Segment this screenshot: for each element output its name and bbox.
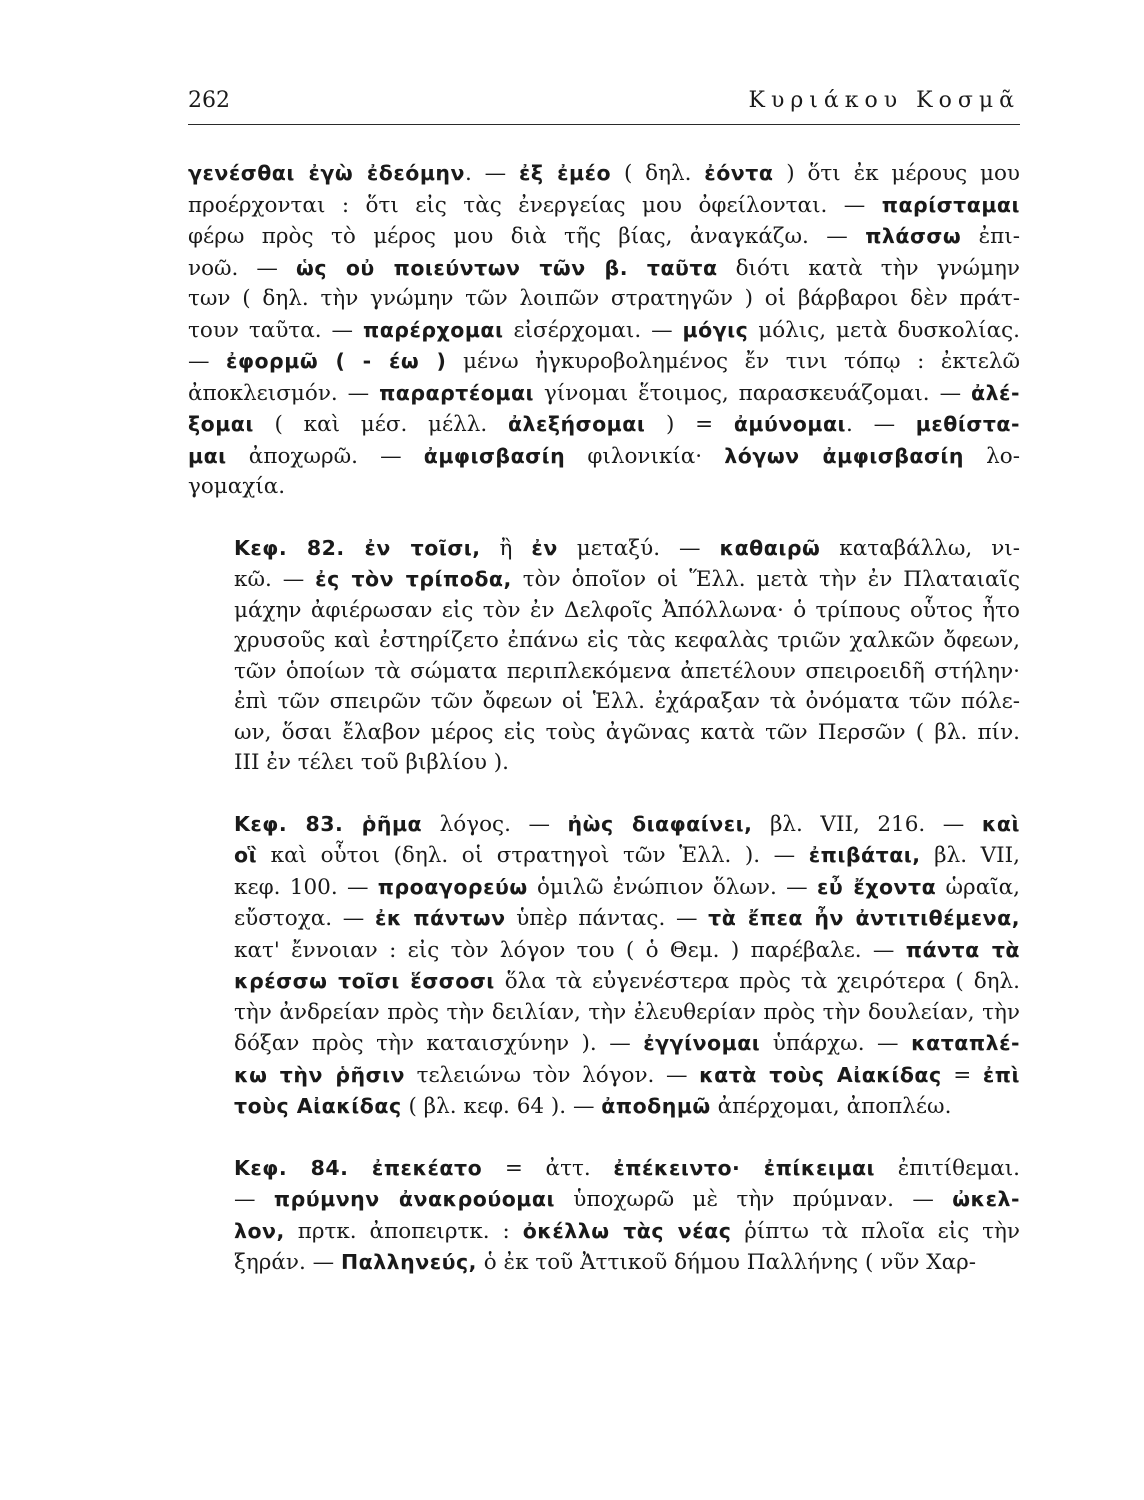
text-line: κῶ. — ἐς τὸν τρίποδα, τὸν ὁποῖον οἱ Ἕλλ. μετὰ τὴν ἐν Πλαταιαῖς	[234, 567, 1020, 592]
page-body	[188, 158, 1020, 1279]
text-line: κρέσσω τοῖσι ἕσσοσι ὅλα τὰ εὐγενέστερα πρὸς τὰ χειρότερα ( δηλ.	[234, 969, 1020, 994]
text-line: λον, πρτκ. ἀποπειρτκ. : ὀκέλλω τὰς νέας ῥίπτω τὰ πλοῖα εἰς τὴν	[234, 1218, 1020, 1244]
text-line: Κεφ. 84. ἐπεκέατο = ἀττ. ἐπέκειντο· ἐπίκειμαι ἐπιτίθεμαι.	[234, 1155, 1020, 1181]
text-line: ων, ὅσαι ἔλαβον μέρος εἰς τοὺς ἀγῶνας κατὰ τῶν Περσῶν ( βλ. πίν.	[234, 719, 1020, 745]
text-line: των ( δηλ. τὴν γνώμην τῶν λοιπῶν στρατηγῶν ) οἱ βάρβαροι δὲν πράτ-	[188, 286, 1020, 311]
text-line: ξομαι ( καὶ μέσ. μέλλ. ἀλεξήσομαι ) = ἀμύνομαι. — μεθίστα-	[188, 412, 1020, 437]
page-header	[188, 88, 1020, 125]
text-line: οἳ καὶ οὗτοι (δηλ. οἱ στρατηγοὶ τῶν Ἑλλ. ). — ἐπιβάται, βλ. VII,	[234, 843, 1020, 868]
text-line: δόξαν πρὸς τὴν καταισχύνην ). — ἐγγίνομαι ὑπάρχω. — καταπλέ-	[234, 1031, 1020, 1056]
text-line: χρυσοῦς καὶ ἐστηρίζετο ἐπάνω εἰς τὰς κεφαλὰς τριῶν χαλκῶν ὄφεων,	[234, 628, 1020, 653]
text-line: μάχην ἀφιέρωσαν εἰς τὸν ἐν Δελφοῖς Ἀπόλλωνα· ὁ τρίπους οὗτος ἦτο	[234, 597, 1020, 623]
text-line: — πρύμνην ἀνακρούομαι ὑποχωρῶ μὲ τὴν πρύμναν. — ὠκελ-	[234, 1187, 1020, 1212]
text-line: κεφ. 100. — προαγορεύω ὁμιλῶ ἐνώπιον ὅλων. — εὖ ἔχοντα ὡραῖα,	[234, 874, 1020, 900]
text-line: III ἐν τέλει τοῦ βιβλίου ).	[234, 750, 509, 775]
text-line: προέρχονται : ὅτι εἰς τὰς ἐνεργείας μου ὀφείλονται. — παρίσταμαι	[188, 192, 1020, 218]
text-line: νοῶ. — ὡς οὐ ποιεύντων τῶν β. ταῦτα διότι κατὰ τὴν γνώμην	[188, 255, 1020, 281]
page-number: 262	[188, 88, 230, 113]
text-line: τῶν ὁποίων τὰ σώματα περιπλεκόμενα ἀπετέλουν σπειροειδῆ στήλην·	[234, 658, 1020, 684]
running-title: Κυριάκου Κοσμᾶ	[748, 88, 1020, 113]
text-line: μαι ἀποχωρῶ. — ἀμφισβασίη φιλονικία· λόγων ἀμφισβασίη λο-	[188, 443, 1020, 469]
text-line: κατ' ἔννοιαν : εἰς τὸν λόγον του ( ὁ Θεμ. ) παρέβαλε. — πάντα τὰ	[234, 937, 1020, 963]
text-line: τοὺς Αἰακίδας ( βλ. κεφ. 64 ). — ἀποδημῶ ἀπέρχομαι, ἀποπλέω.	[234, 1094, 952, 1119]
text-line: τουν ταῦτα. — παρέρχομαι εἰσέρχομαι. — μόγις μόλις, μετὰ δυσκολίας.	[188, 317, 1020, 343]
text-line: κω τὴν ῥῆσιν τελειώνω τὸν λόγον. — κατὰ τοὺς Αἰακίδας = ἐπὶ	[234, 1062, 1020, 1088]
text-line: ξηράν. — Παλληνεύς, ὁ ἐκ τοῦ Ἀττικοῦ δήμου Παλλήνης ( νῦν Χαρ-	[234, 1250, 976, 1275]
text-line: Κεφ. 82. ἐν τοῖσι, ἢ ἐν μεταξύ. — καθαιρῶ καταβάλλω, νι-	[234, 535, 1020, 561]
paragraph-commentary-continued	[188, 158, 1020, 503]
paragraph-chapter-82	[188, 533, 1020, 779]
text-line: φέρω πρὸς τὸ μέρος μου διὰ τῆς βίας, ἀναγκάζω. — πλάσσω ἐπι-	[188, 224, 1020, 249]
text-line: εὔστοχα. — ἐκ πάντων ὑπὲρ πάντας. — τὰ ἔπεα ἦν ἀντιτιθέμενα,	[234, 906, 1020, 931]
text-line: — ἐφορμῶ ( - έω ) μένω ἠγκυροβολημένος ἔν τινι τόπῳ : ἐκτελῶ	[188, 349, 1020, 374]
paragraph-chapter-84	[188, 1153, 1020, 1279]
text-line: τὴν ἀνδρείαν πρὸς τὴν δειλίαν, τὴν ἐλευθερίαν πρὸς τὴν δουλείαν, τὴν	[234, 999, 1020, 1025]
text-line: ἐπὶ τῶν σπειρῶν τῶν ὄφεων οἱ Ἑλλ. ἐχάραξαν τὰ ὀνόματα τῶν πόλε-	[234, 689, 1020, 714]
text-line: ἀποκλεισμόν. — παραρτέομαι γίνομαι ἕτοιμος, παρασκευάζομαι. — ἀλέ-	[188, 380, 1020, 406]
paragraph-chapter-83	[188, 809, 1020, 1123]
text-line: γενέσθαι ἐγὼ ἐδεόμην. — ἐξ ἐμέο ( δηλ. ἐόντα ) ὅτι ἐκ μέρους μου	[188, 161, 1020, 186]
text-line: Κεφ. 83. ῥῆμα λόγος. — ἠὼς διαφαίνει, βλ. VII, 216. — καὶ	[234, 811, 1020, 837]
text-line: γομαχία.	[188, 474, 286, 499]
